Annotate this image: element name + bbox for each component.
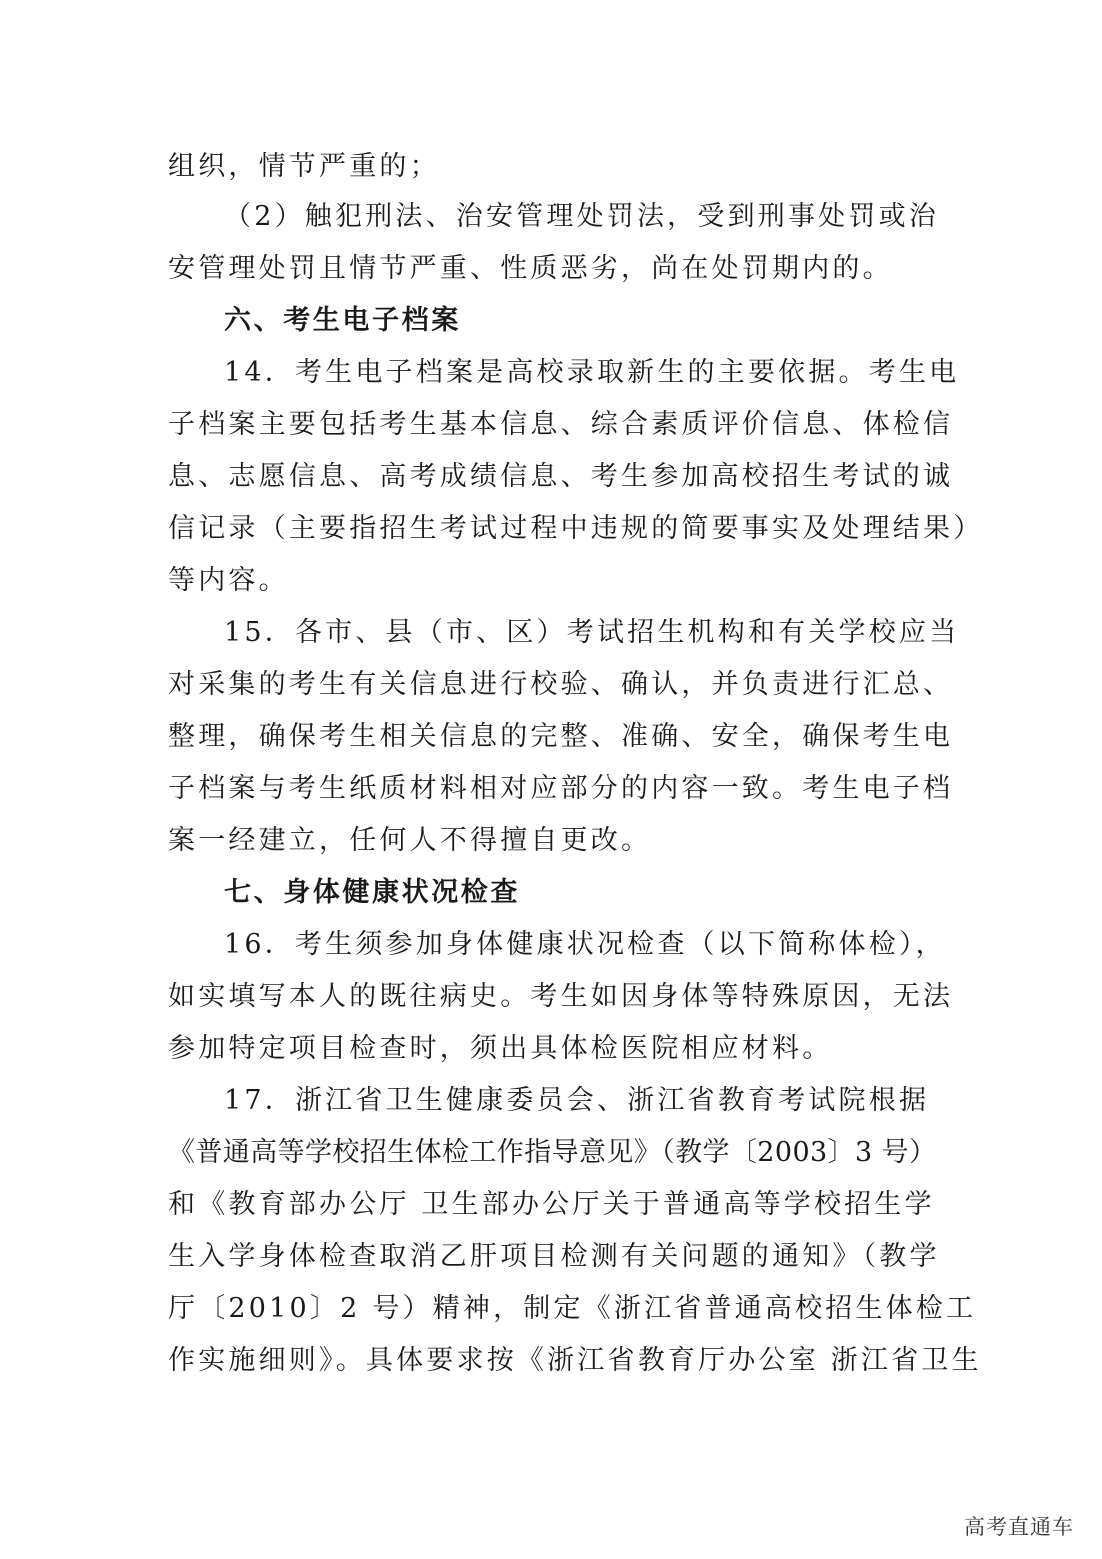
watermark: 高考直通车 <box>964 1515 1074 1539</box>
text-line: 和《教育部办公厅 卫生部办公厅关于普通高等学校招生学 <box>168 1189 935 1220</box>
text-line: 子档案主要包括考生基本信息、综合素质评价信息、体检信 <box>168 409 954 440</box>
text-line: 案一经建立，任何人不得擅自更改。 <box>168 825 652 856</box>
text-line: 《普通高等学校招生体检工作指导意见》（教学〔2003〕3 号） <box>168 1137 937 1168</box>
text-line: 17．浙江省卫生健康委员会、浙江省教育考试院根据 <box>224 1085 930 1116</box>
text-line: 作实施细则》。具体要求按《浙江省教育厅办公室 浙江省卫生 <box>168 1345 982 1376</box>
text-line: 信记录（主要指招生考试过程中违规的简要事实及处理结果） <box>168 513 984 544</box>
text-line: 如实填写本人的既往病史。考生如因身体等特殊原因，无法 <box>168 981 954 1012</box>
text-line: 对采集的考生有关信息进行校验、确认，并负责进行汇总、 <box>168 669 954 700</box>
text-line: 15．各市、县（市、区）考试招生机构和有关学校应当 <box>224 617 960 648</box>
text-line: 安管理处罚且情节严重、性质恶劣，尚在处罚期内的。 <box>168 253 893 284</box>
text-line: 16．考生须参加身体健康状况检查（以下简称体检）， <box>224 929 946 960</box>
text-line: 息、志愿信息、高考成绩信息、考生参加高校招生考试的诚 <box>168 461 954 492</box>
text-line: 等内容。 <box>168 565 289 596</box>
text-line: 厅〔2010〕2 号）精神，制定《浙江省普通高校招生体检工 <box>168 1293 977 1324</box>
text-line: 参加特定项目检查时，须出具体检医院相应材料。 <box>168 1033 833 1064</box>
text-line: 子档案与考生纸质材料相对应部分的内容一致。考生电子档 <box>168 773 954 804</box>
text-line: 生入学身体检查取消乙肝项目检测有关问题的通知》（教学 <box>168 1241 940 1272</box>
text-line: 组织，情节严重的； <box>168 151 440 182</box>
text-line: 整理，确保考生相关信息的完整、准确、安全，确保考生电 <box>168 721 954 752</box>
text-line: （2）触犯刑法、治安管理处罚法，受到刑事处罚或治 <box>224 201 939 232</box>
text-line: 14．考生电子档案是高校录取新生的主要依据。考生电 <box>224 357 960 388</box>
section-heading: 七、身体健康状况检查 <box>224 877 520 908</box>
section-heading: 六、考生电子档案 <box>224 305 461 336</box>
